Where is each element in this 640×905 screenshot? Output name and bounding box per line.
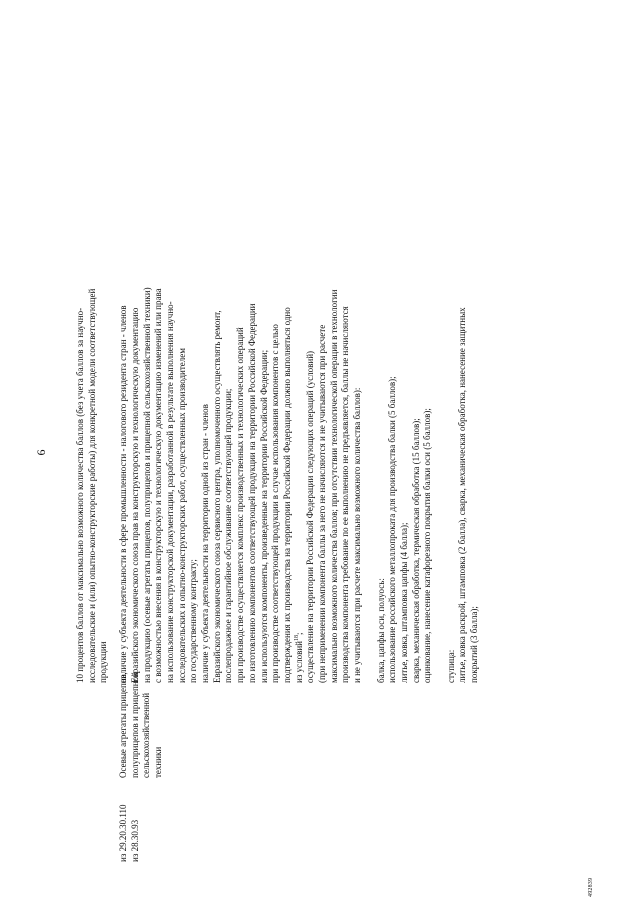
product-code: из 28.30.93 bbox=[129, 819, 140, 862]
text-line: на продукцию (осевые агрегаты прицепов, полуприцепов и прицепной сельскохозяйственной техники) bbox=[141, 287, 152, 683]
text-line: сварка, механическая обработка, термическая обработка (15 баллов); bbox=[410, 418, 421, 683]
axle-operations bbox=[376, 0, 435, 683]
text-line: использование российского металлопроката для производства балки (5 баллов); bbox=[387, 376, 398, 683]
text-fragment: ; bbox=[293, 632, 304, 635]
product-code: из 29.20.30.110 bbox=[118, 804, 128, 862]
document-id: 492839 bbox=[588, 877, 594, 897]
text-line: осуществление на территории Российской Федерации следующих операций (условий) bbox=[305, 350, 316, 683]
text-line-with-footnote bbox=[294, 0, 306, 683]
product-name-line: сельскохозяйственной bbox=[141, 692, 152, 778]
text-line: на использование конструкторской документации, разработанной в результате выполнения научно- bbox=[164, 301, 175, 683]
requirements-list bbox=[118, 0, 364, 683]
intro-paragraph bbox=[75, 0, 110, 683]
text-line: по государственному контракту; bbox=[188, 559, 199, 683]
text-line: производства компонента требование по ее выполнению не предъявляется, баллы не начисляются bbox=[340, 306, 351, 683]
footnote-ref: 18 bbox=[293, 635, 300, 641]
requirements-cell bbox=[75, 0, 481, 683]
text-line: максимально возможного количества баллов; при отсутствии технологической операции в технологии bbox=[328, 289, 339, 683]
text-line: по изготовлению компонентов соответствующей продукции на территории Российской Федерации bbox=[246, 303, 257, 683]
product-name-line: полуприцепов и прицепной bbox=[129, 672, 140, 778]
text-fragment: из условий bbox=[293, 641, 304, 683]
text-line: (при неприменении компонента баллы за него не начисляются и не учитываются при расчете bbox=[317, 324, 328, 683]
text-line: подтверждения их производства на территории Российской Федерации должно выполняться одно bbox=[281, 307, 292, 683]
text-line: 10 процентов баллов от максимально возможного количества баллов (без учета баллов за научно- bbox=[75, 307, 85, 683]
text-line: и не учитываются при расчете максимально возможного количества баллов): bbox=[352, 387, 363, 683]
text-line: Евразийского экономического союза сервисного центра, уполномоченного осуществлять ремонт, bbox=[211, 310, 222, 683]
text-line: при производстве соответствующей продукции в случае использования компонентов с целью bbox=[270, 324, 281, 683]
text-line: Евразийского экономического союза прав на конструкторскую и технологическую документацию bbox=[129, 307, 140, 683]
product-name-line: техники bbox=[152, 746, 163, 778]
text-line: продукции bbox=[98, 641, 109, 683]
text-line: наличие у субъекта деятельности в сфере промышленности - налогового резидента стран - членов bbox=[118, 305, 129, 683]
spacer bbox=[364, 0, 376, 683]
text-line: литье, ковка раскрой, штамповка (2 балла), сварка, механическая обработка, нанесение защитных bbox=[457, 307, 468, 683]
page-number: 6 bbox=[34, 449, 48, 456]
text-line: или используются компоненты, произведенные на территории Российской Федерации; bbox=[258, 349, 269, 683]
text-line: исследовательских и опытно-конструкторских работ, осуществленных производителем bbox=[176, 348, 187, 683]
text-line: послепродажное и гарантийное обслуживание соответствующей продукции; bbox=[223, 388, 234, 683]
spacer bbox=[434, 0, 446, 683]
text-line: литье, ковка, штамповка цапфы (4 балла); bbox=[398, 522, 409, 683]
hub-operations bbox=[446, 0, 481, 683]
product-code-cell bbox=[118, 800, 141, 862]
text-line: ступица: bbox=[445, 649, 456, 683]
product-name-cell bbox=[118, 672, 164, 778]
text-line: оцинкование, нанесение катафорезного покрытия балки оси (5 баллов); bbox=[422, 408, 433, 683]
text-line: наличие у субъекта деятельности на территории одной из стран - членов bbox=[200, 404, 211, 683]
text-line: балка, цапфы оси, полуось: bbox=[375, 578, 386, 683]
text-line: исследовательские и (или) опытно-конструкторские работы) для конкретной модели соответствующей bbox=[86, 288, 97, 683]
text-line: с возможностью внесения в конструкторскую и технологическую документацию изменений или права bbox=[153, 288, 164, 683]
text-line: при производстве осуществляется комплекс производственных и технологических операций bbox=[235, 327, 246, 683]
product-name-line: Осевые агрегаты прицепов, bbox=[118, 672, 128, 778]
text-line: покрытий (3 балла); bbox=[469, 606, 480, 683]
